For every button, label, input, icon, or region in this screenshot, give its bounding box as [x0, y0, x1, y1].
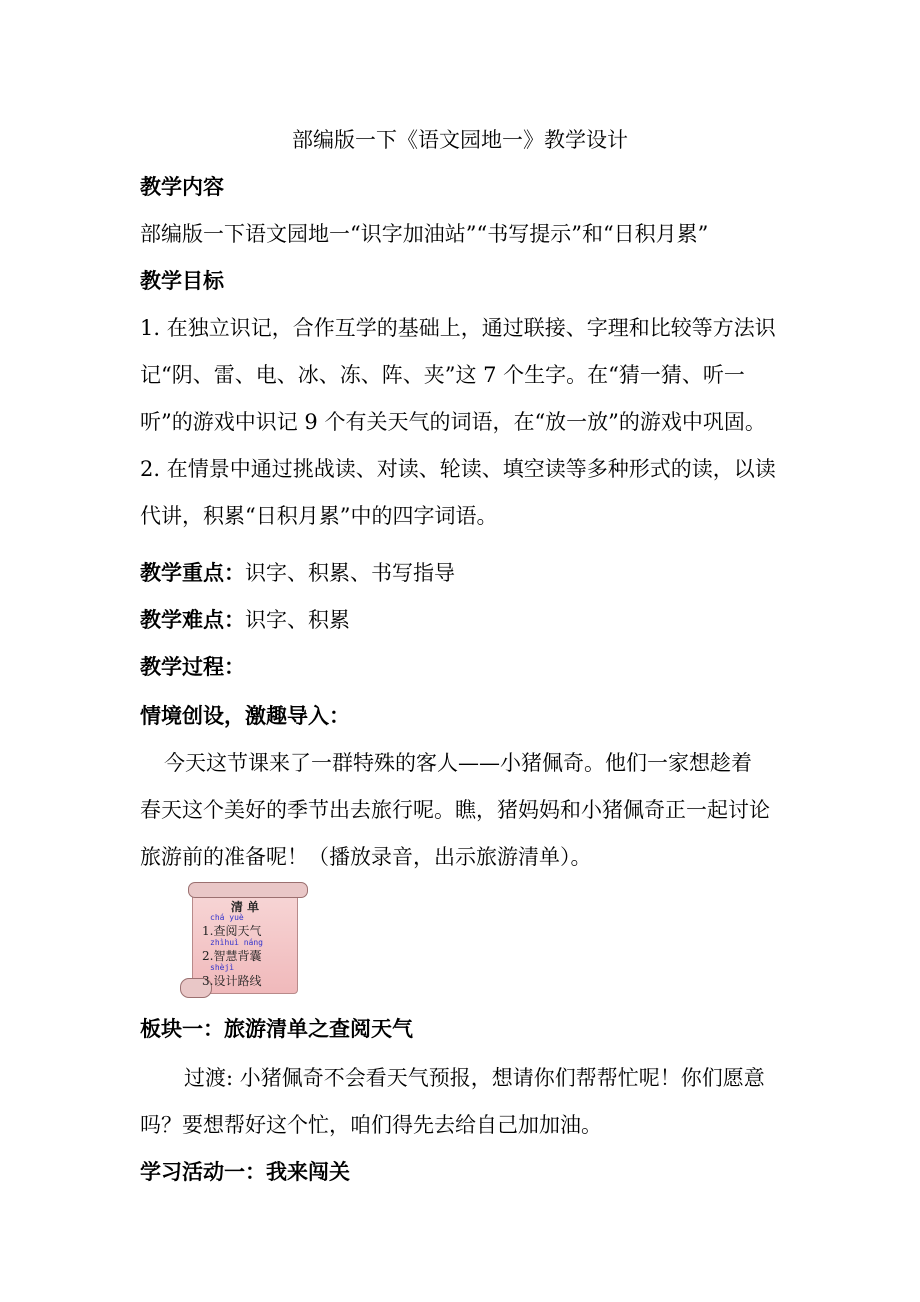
goal2-line1: 2. 在情景中通过挑战读、对读、轮读、填空读等多种形式的读，以读	[140, 457, 776, 481]
list-item-3: 3.设计路线	[202, 974, 262, 988]
key-points-label: 教学重点：	[140, 561, 245, 585]
doc-title: 部编版一下《语文园地一》教学设计	[292, 128, 628, 152]
scroll-roll-top	[188, 882, 308, 898]
para2-line2: 吗？要想帮好这个忙，咱们得先去给自己加加油。	[140, 1113, 602, 1137]
travel-list-image	[180, 882, 310, 998]
key-points-text: 识字、积累、书写指导	[245, 561, 455, 585]
difficult-points	[140, 606, 350, 634]
section1-heading: 板块一：旅游清单之查阅天气	[140, 1017, 413, 1041]
para1-line1: 今天这节课来了一群特殊的客人——小猪佩奇。他们一家想趁着	[164, 751, 752, 775]
key-points	[140, 559, 455, 587]
para1-line3: 旅游前的准备呢！（播放录音，出示旅游清单）。	[140, 845, 592, 869]
heading-content: 教学内容	[140, 175, 224, 199]
heading-scene: 情境创设，激趣导入：	[140, 704, 350, 728]
pinyin-3: shèjì	[210, 963, 235, 972]
pinyin-1: chá yuè	[210, 913, 244, 922]
goal1-line2: 记“阴、雷、电、冰、冻、阵、夹”这 7 个生字。在“猜一猜、听一	[140, 363, 745, 387]
goal1-line3: 听”的游戏中识记 9 个有关天气的词语，在“放一放”的游戏中巩固。	[140, 410, 766, 434]
activity1-heading: 学习活动一：我来闯关	[140, 1160, 350, 1184]
pinyin-2: zhìhuì náng	[210, 938, 263, 947]
goal1-line1: 1. 在独立识记，合作互学的基础上，通过联接、字理和比较等方法识	[140, 316, 776, 340]
para2-line1: 过渡: 小猪佩奇不会看天气预报，想请你们帮帮忙呢！你们愿意	[184, 1066, 765, 1090]
content-text: 部编版一下语文园地一“识字加油站”“书写提示”和“日积月累”	[140, 222, 709, 246]
list-item-2: 2.智慧背囊	[202, 949, 262, 963]
heading-goals: 教学目标	[140, 269, 224, 293]
list-item-1: 1.查阅天气	[202, 924, 262, 938]
difficult-points-text: 识字、积累	[245, 608, 350, 632]
list-title: 清 单	[230, 900, 260, 914]
goal2-line2: 代讲，积累“日积月累”中的四字词语。	[140, 504, 498, 528]
difficult-points-label: 教学难点：	[140, 608, 245, 632]
para1-line2: 春天这个美好的季节出去旅行呢。瞧，猪妈妈和小猪佩奇正一起讨论	[140, 798, 770, 822]
heading-process: 教学过程：	[140, 655, 245, 679]
